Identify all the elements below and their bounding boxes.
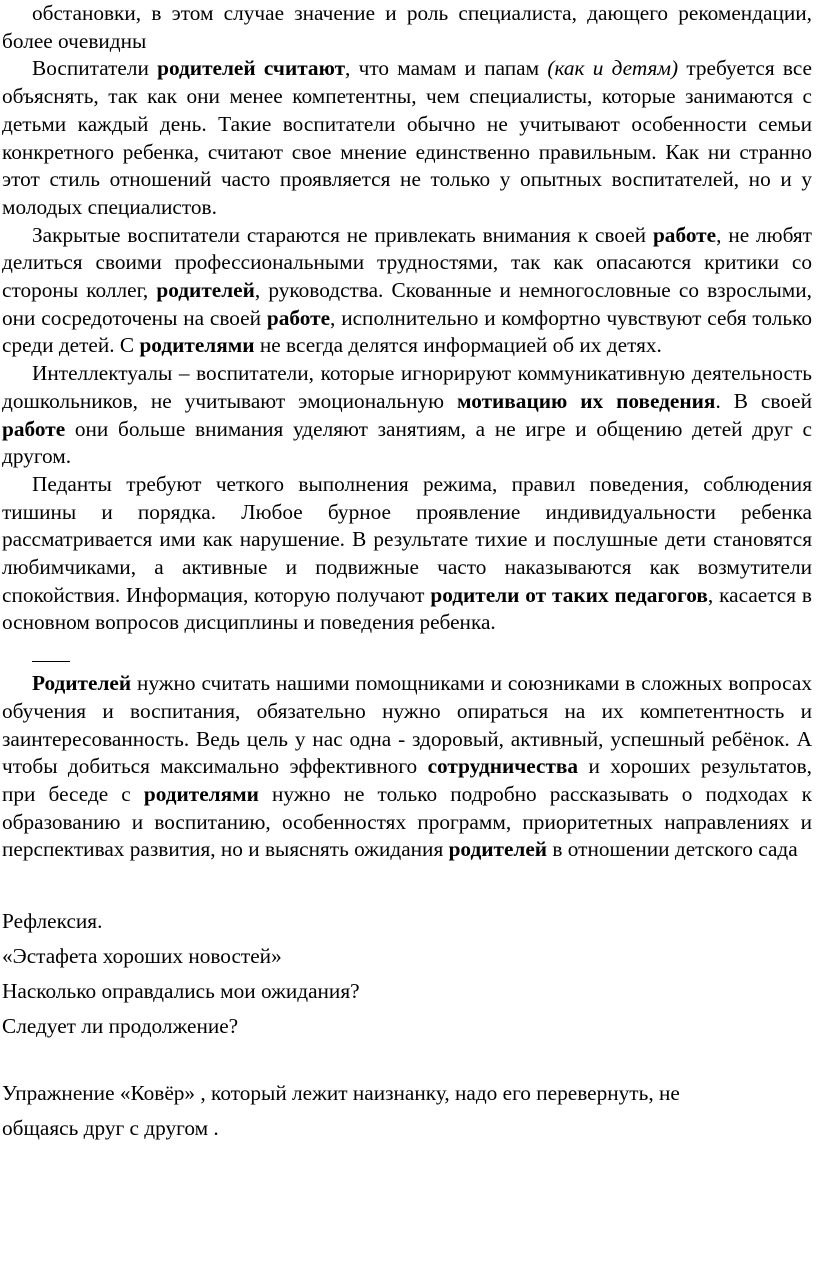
bold-phrase: мотивацию их поведения [456, 388, 716, 413]
paragraph-text: требуется все объяснять, так как они менее компетентны, чем специалисты, которые занимаются с детьми каждый день. Такие воспитатели обычно не учитывают особенности семьи конкретного ребенка, считают свое мнение единственно правильным. Как ни странно этот стиль отношений часто проявляется не только у опытных воспитателей, но и у молодых специалистов. [2, 56, 813, 219]
reflection-section [2, 908, 812, 1048]
bold-phrase: работе [652, 222, 717, 247]
separator-block [2, 637, 812, 664]
paragraph-text: . В своей [715, 388, 812, 413]
bold-phrase: родителей [448, 837, 548, 862]
bold-phrase: работе [266, 305, 331, 330]
paragraph-text: , касается в основном вопросов дисциплины и поведения ребенка. [2, 582, 812, 635]
paragraph-intro-continuation [2, 0, 812, 55]
bold-phrase: родителей [156, 278, 255, 303]
italic-phrase: (как и детям) [547, 56, 679, 81]
paragraph-text: нужно считать нашими помощниками и союзниками в сложных вопросах обучения и воспитания, обязательно нужно опираться на их компетентность и заинтересованность. Ведь цель у нас одна - здоровый, активный, успешный ребёнок. А чтобы добиться максимально эффективного [2, 671, 812, 779]
exercise-section [2, 1080, 812, 1150]
paragraph-text: Воспитатели [32, 56, 158, 81]
paragraph-text: нужно не только подробно рассказывать о подходах к образованию и воспитанию, особенностях программ, приоритетных направлениях и перспективах развития, но и выяснять ожидания [2, 781, 812, 862]
paragraph-parents-as-allies [2, 670, 812, 864]
bold-phrase: работе [2, 416, 66, 441]
paragraph-text: обстановки, в этом случае значение и роль специалиста, дающего рекомендации, более очевидны [2, 1, 812, 53]
paragraph-text: в отношении детского сада [547, 837, 798, 862]
exercise-text: общаясь друг с другом . [2, 1116, 219, 1141]
bold-phrase: родителей считают [157, 56, 346, 81]
paragraph-parent-distrust [2, 55, 812, 221]
exercise-text: Упражнение «Ковёр» , который лежит наизнанку, надо его перевернуть, не [2, 1081, 680, 1106]
reflection-title: Рефлексия. [2, 909, 103, 934]
paragraph-text: Интеллектуалы – воспитатели, которые игнорируют коммуникативную деятельность дошкольников, не учитывают эмоциональную [2, 361, 812, 413]
paragraph-closed-educators [2, 222, 812, 361]
paragraph-text: , исполнительно и комфортно чувствуют себя только среди детей. С [2, 305, 812, 358]
bold-phrase: родителями [139, 333, 255, 358]
short-horizontal-rule [32, 661, 70, 662]
paragraph-intellectuals [2, 360, 812, 471]
paragraph-text: , не любят делиться своими профессиональными трудностями, так как опасаются критики со стороны коллег, [2, 222, 812, 303]
bold-phrase: родителями [143, 781, 259, 806]
bold-phrase: Родителей [32, 671, 132, 696]
paragraph-text: Педанты требуют четкого выполнения режима, правил поведения, соблюдения тишины и порядка. Любое бурное проявление индивидуальности ребенка рассматривается ими как нарушение. В результате тихие и послушные дети становятся любимчиками, а активные и подвижные часто наказываются как возмутители спокойствия. Информация, которую получают [2, 471, 812, 607]
reflection-item: «Эстафета хороших новостей» [2, 944, 282, 969]
reflection-item: Следует ли продолжение? [2, 1014, 239, 1039]
paragraph-text: , что мамам и папам [345, 56, 548, 81]
bold-phrase: сотрудничества [427, 754, 579, 779]
paragraph-text: Закрытые воспитатели стараются не привлекать внимания к своей [32, 222, 653, 247]
paragraph-text: и хороших результатов, при беседе с [2, 754, 812, 806]
paragraph-text: , руководства. Скованные и немногословные со взрослыми, они сосредоточены на своей [2, 278, 812, 330]
paragraph-pedants [2, 471, 812, 637]
paragraph-text: не всегда делятся информацией об их детях. [254, 333, 662, 358]
reflection-item: Насколько оправдались мои ожидания? [2, 979, 360, 1004]
paragraph-text: они больше внимания уделяют занятиям, а не игре и общению детей друг с другом. [2, 416, 812, 469]
bold-phrase: родители от таких педагогов [430, 582, 708, 607]
